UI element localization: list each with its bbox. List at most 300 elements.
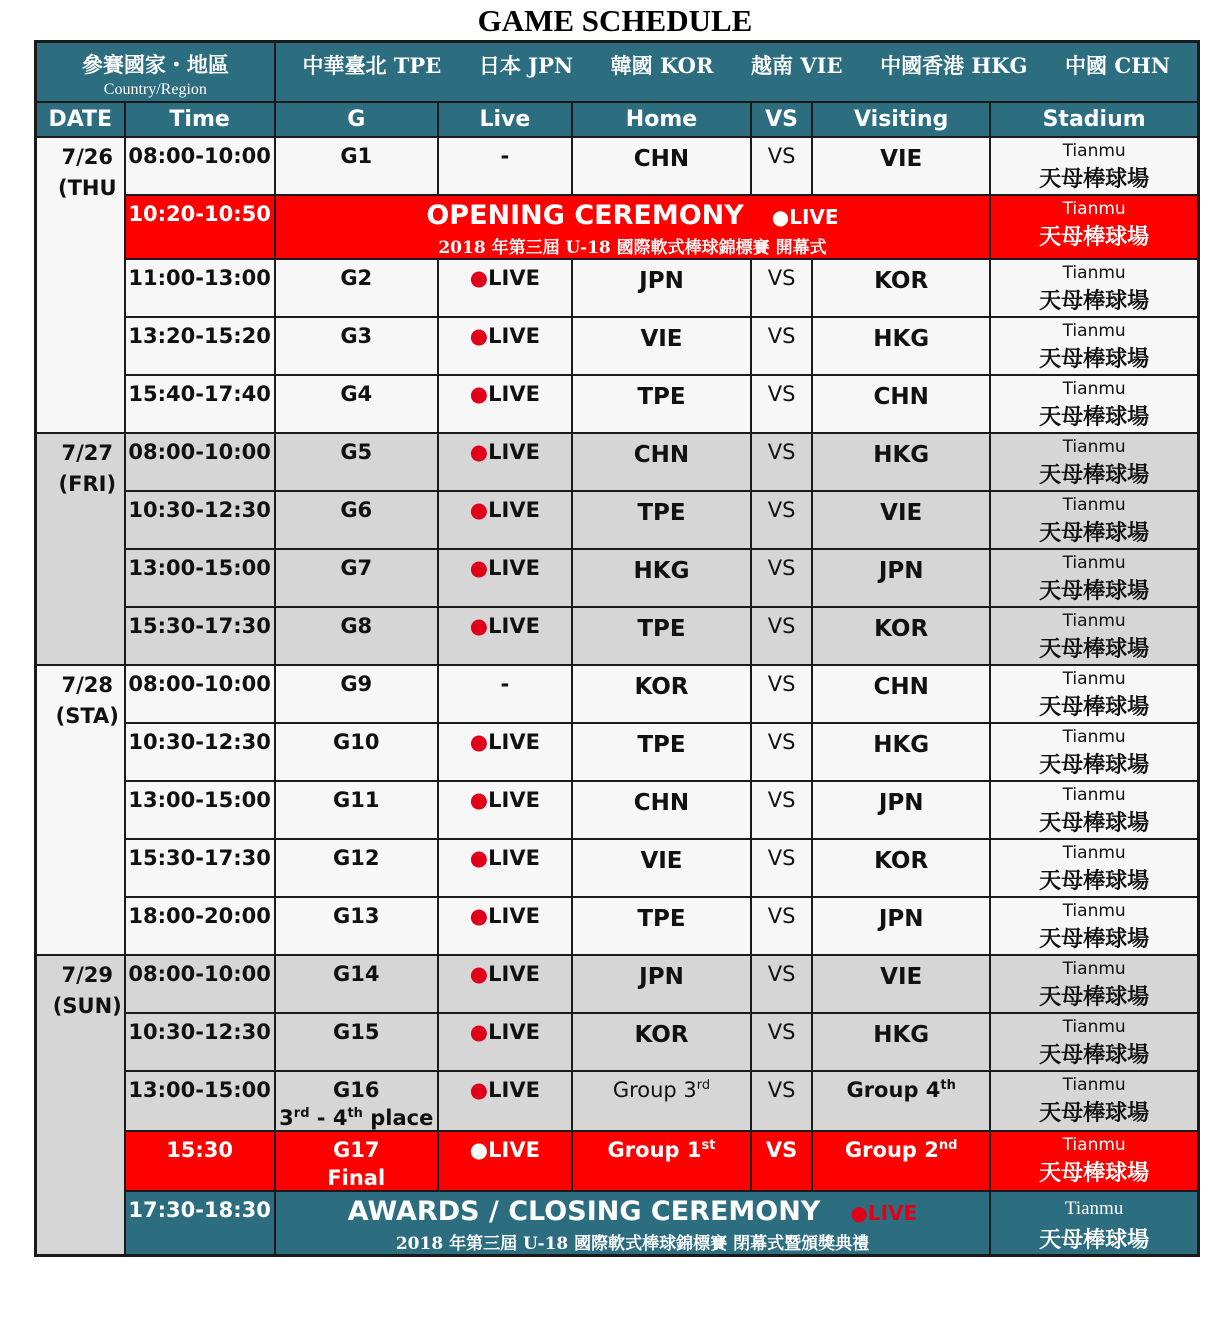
home-team-cell	[572, 897, 751, 955]
placement-note-a: 3	[279, 1106, 294, 1130]
game-id-cell	[275, 375, 438, 433]
stadium-name-zh: 天母棒球場	[1039, 404, 1150, 430]
stadium-name-en: Tianmu	[1062, 437, 1126, 457]
stadium-name-en: Tianmu	[1062, 901, 1126, 921]
game-row	[36, 259, 1199, 317]
game-id-cell	[275, 549, 438, 607]
game-id-cell	[275, 491, 438, 549]
home-team-sup: st	[701, 1138, 716, 1153]
stadium-name-en: Tianmu	[1062, 1135, 1126, 1155]
game-id: G16	[333, 1078, 380, 1102]
country-vie: 越南 VIE	[751, 53, 843, 78]
game-row	[36, 607, 1199, 665]
game-id: G1	[340, 144, 373, 168]
game-id: G10	[333, 730, 380, 754]
game-time: 13:00-15:00	[128, 788, 271, 812]
visiting-team: VIE	[880, 146, 923, 172]
vs-label-cell	[751, 665, 812, 723]
country-list	[276, 50, 1197, 80]
game-time: 15:30-17:30	[128, 846, 271, 870]
home-team-text: Group 3	[612, 1078, 697, 1102]
country-list-cell	[275, 42, 1199, 103]
header-time: Time	[125, 102, 275, 137]
live-status	[439, 1014, 571, 1044]
page-title: GAME SCHEDULE	[477, 3, 753, 38]
game-id-cell	[275, 607, 438, 665]
live-dot-icon: ●	[469, 498, 489, 522]
visiting-team: HKG	[873, 1022, 930, 1048]
country-label-cell	[36, 42, 275, 103]
date-weekday: (STA)	[55, 704, 119, 728]
stadium-cell	[990, 723, 1198, 781]
live-status	[439, 956, 571, 986]
home-team: CHN	[633, 442, 690, 468]
stadium-name-en: Tianmu	[1064, 1198, 1124, 1219]
live-dot-icon: ●	[469, 846, 489, 870]
home-team: TPE	[637, 500, 686, 526]
live-label: LIVE	[488, 730, 540, 754]
stadium-name-zh: 天母棒球場	[1039, 752, 1150, 778]
opening-live-tag	[772, 205, 839, 229]
home-team: CHN	[633, 790, 690, 816]
game-row-final	[36, 1131, 1199, 1191]
home-team: HKG	[633, 558, 690, 584]
live-cell	[438, 723, 572, 781]
visiting-team-cell	[812, 1131, 990, 1191]
live-status	[439, 318, 571, 348]
live-dot-icon: ●	[469, 730, 489, 754]
stadium-cell	[990, 259, 1198, 317]
vs-label: VS	[767, 730, 796, 754]
vs-label: VS	[767, 440, 796, 464]
live-cell	[438, 1013, 572, 1071]
visiting-team: VIE	[880, 964, 923, 990]
vs-label: VS	[767, 266, 796, 290]
stadium-name-zh: 天母棒球場	[1039, 984, 1150, 1010]
visiting-team: KOR	[874, 848, 929, 874]
vs-label-cell	[751, 317, 812, 375]
vs-label: VS	[767, 614, 796, 638]
country-label-zh: 參賽國家・地區	[81, 52, 229, 77]
stadium-name-en: Tianmu	[1062, 199, 1126, 219]
stadium-name-zh: 天母棒球場	[1039, 1042, 1150, 1068]
visiting-team: HKG	[873, 442, 930, 468]
column-header-row	[36, 102, 1199, 137]
visiting-team-sup: nd	[938, 1138, 958, 1153]
date-weekday: (THU	[58, 176, 117, 200]
live-dot-icon: ●	[469, 614, 489, 638]
game-id-cell	[275, 433, 438, 491]
live-status	[439, 840, 571, 870]
stadium-name-zh: 天母棒球場	[1039, 578, 1150, 604]
home-team-cell	[572, 317, 751, 375]
live-label: LIVE	[488, 498, 540, 522]
game-id-cell	[275, 839, 438, 897]
home-team: TPE	[637, 384, 686, 410]
closing-live-tag	[850, 1201, 917, 1225]
country-chn: 中國 CHN	[1065, 53, 1171, 78]
ceremony-time: 10:20-10:50	[128, 202, 271, 226]
visiting-team-cell	[812, 955, 990, 1013]
stadium-name-en: Tianmu	[1062, 611, 1126, 631]
game-id-cell	[275, 259, 438, 317]
live-cell	[438, 665, 572, 723]
game-row	[36, 137, 1199, 195]
live-label: LIVE	[488, 788, 540, 812]
date-weekday: (FRI)	[58, 472, 117, 496]
visiting-team: HKG	[873, 732, 930, 758]
live-label: LIVE	[867, 1201, 918, 1225]
stadium-cell	[990, 665, 1198, 723]
placement-note	[276, 1106, 437, 1130]
live-dot-icon: ●	[469, 324, 489, 348]
vs-label: VS	[765, 1138, 798, 1162]
vs-label: VS	[767, 672, 796, 696]
visiting-team: KOR	[874, 268, 929, 294]
visiting-team	[813, 1072, 989, 1102]
game-time-cell	[125, 1131, 275, 1191]
no-live-label: -	[500, 144, 510, 168]
visiting-team-cell	[812, 665, 990, 723]
game-id-cell	[275, 723, 438, 781]
game-id: G13	[333, 904, 380, 928]
stadium-name-en: Tianmu	[1062, 495, 1126, 515]
game-row-g16	[36, 1071, 1199, 1131]
stadium-cell	[990, 1131, 1198, 1191]
stadium-name-en: Tianmu	[1062, 843, 1126, 863]
game-id: G9	[340, 672, 373, 696]
game-id: G8	[340, 614, 373, 638]
stadium-name-zh: 天母棒球場	[1039, 462, 1150, 488]
live-cell	[438, 897, 572, 955]
home-team: KOR	[634, 1022, 689, 1048]
stadium-cell	[990, 1071, 1198, 1131]
header-vs: VS	[751, 102, 812, 137]
live-status	[439, 492, 571, 522]
game-time: 15:30	[166, 1138, 234, 1162]
closing-ceremony-title-wrap	[276, 1196, 990, 1227]
live-dot-icon: ●	[469, 1138, 489, 1162]
ceremony-time-cell	[125, 195, 275, 259]
stadium-name-en: Tianmu	[1062, 321, 1126, 341]
vs-label: VS	[767, 498, 796, 522]
vs-label-cell	[751, 723, 812, 781]
visiting-team-cell	[812, 549, 990, 607]
game-id: G6	[340, 498, 373, 522]
game-time: 13:00-15:00	[128, 1078, 271, 1102]
live-status	[439, 260, 571, 290]
placement-note-b-sup: th	[347, 1106, 363, 1121]
vs-label-cell	[751, 1071, 812, 1131]
ceremony-time-cell	[125, 1191, 275, 1256]
stadium-name-zh: 天母棒球場	[1039, 166, 1150, 192]
home-team: CHN	[633, 146, 690, 172]
live-status	[439, 434, 571, 464]
game-time: 08:00-10:00	[128, 144, 271, 168]
game-row	[36, 491, 1199, 549]
live-label: LIVE	[488, 556, 540, 580]
visiting-team: JPN	[878, 906, 924, 932]
date-value: 7/29	[61, 963, 114, 987]
stadium-name-en: Tianmu	[1062, 727, 1126, 747]
header-stadium: Stadium	[990, 102, 1198, 137]
game-time: 15:40-17:40	[128, 382, 271, 406]
live-dot-icon: ●	[469, 556, 489, 580]
live-status	[439, 376, 571, 406]
game-time-cell	[125, 491, 275, 549]
live-status	[439, 782, 571, 812]
game-row	[36, 839, 1199, 897]
vs-label-cell	[751, 1131, 812, 1191]
visiting-team-cell	[812, 723, 990, 781]
visiting-team-cell	[812, 317, 990, 375]
country-tpe: 中華臺北 TPE	[302, 53, 442, 78]
stadium-cell	[990, 955, 1198, 1013]
live-cell	[438, 1071, 572, 1131]
game-row	[36, 665, 1199, 723]
closing-ceremony-subtitle: 2018 年第三屆 U-18 國際軟式棒球錦標賽 閉幕式暨頒獎典禮	[395, 1234, 870, 1254]
vs-label: VS	[767, 1020, 796, 1044]
home-team-cell	[572, 665, 751, 723]
live-label: LIVE	[488, 1078, 540, 1102]
game-id: G7	[340, 556, 373, 580]
vs-label: VS	[767, 144, 796, 168]
date-weekday: (SUN)	[52, 994, 122, 1018]
game-id-cell	[275, 1131, 438, 1191]
stadium-name-zh: 天母棒球場	[1039, 810, 1150, 836]
closing-ceremony-row	[36, 1191, 1199, 1256]
vs-label-cell	[751, 137, 812, 195]
opening-ceremony-title-wrap	[276, 200, 990, 231]
game-time-cell	[125, 955, 275, 1013]
game-id-cell	[275, 955, 438, 1013]
game-id-cell	[275, 137, 438, 195]
live-status	[439, 1132, 571, 1162]
stadium-cell	[990, 781, 1198, 839]
home-team: VIE	[640, 326, 683, 352]
game-row	[36, 723, 1199, 781]
live-label: LIVE	[488, 846, 540, 870]
game-row	[36, 317, 1199, 375]
stadium-name-en: Tianmu	[1062, 1075, 1126, 1095]
visiting-team: CHN	[873, 674, 929, 700]
stadium-name-en: Tianmu	[1062, 263, 1126, 283]
vs-label-cell	[751, 781, 812, 839]
stadium-name-en: Tianmu	[1062, 1017, 1126, 1037]
visiting-team-cell	[812, 137, 990, 195]
live-dot-icon: ●	[469, 266, 489, 290]
game-id-cell	[275, 781, 438, 839]
game-id-cell	[275, 317, 438, 375]
game-time-cell	[125, 839, 275, 897]
visiting-team-text: Group 4	[846, 1078, 941, 1102]
placement-note-b: - 4	[309, 1106, 348, 1130]
stadium-cell	[990, 607, 1198, 665]
date-value: 7/27	[61, 441, 114, 465]
stadium-name-zh: 天母棒球場	[1039, 926, 1150, 952]
game-time: 10:30-12:30	[128, 498, 271, 522]
home-team-cell	[572, 1071, 751, 1131]
stadium-name-en: Tianmu	[1062, 959, 1126, 979]
game-id: G14	[333, 962, 380, 986]
live-label: LIVE	[789, 205, 839, 229]
live-cell	[438, 433, 572, 491]
vs-label-cell	[751, 839, 812, 897]
home-team-text: Group 1	[607, 1138, 702, 1162]
home-team-cell	[572, 137, 751, 195]
vs-label: VS	[767, 382, 796, 406]
date-cell	[36, 137, 125, 433]
stadium-name-zh: 天母棒球場	[1039, 636, 1150, 662]
visiting-team-cell	[812, 1013, 990, 1071]
game-row	[36, 433, 1199, 491]
game-id: G3	[340, 324, 373, 348]
stadium-name-zh: 天母棒球場	[1039, 694, 1150, 720]
live-cell	[438, 491, 572, 549]
vs-label-cell	[751, 433, 812, 491]
vs-label-cell	[751, 375, 812, 433]
country-jpn: 日本 JPN	[478, 53, 574, 78]
live-status	[439, 666, 571, 696]
visiting-team-cell	[812, 491, 990, 549]
live-cell	[438, 375, 572, 433]
vs-label-cell	[751, 955, 812, 1013]
stadium-name-en: Tianmu	[1062, 141, 1126, 161]
vs-label: VS	[767, 324, 796, 348]
stadium-name-en: Tianmu	[1062, 785, 1126, 805]
stadium-name-en: Tianmu	[1062, 553, 1126, 573]
vs-label-cell	[751, 1013, 812, 1071]
closing-ceremony-cell	[275, 1191, 991, 1256]
live-cell	[438, 259, 572, 317]
closing-ceremony-title: AWARDS / CLOSING CEREMONY	[347, 1196, 821, 1227]
home-team-cell	[572, 781, 751, 839]
live-cell	[438, 549, 572, 607]
home-team: JPN	[639, 964, 684, 990]
vs-label: VS	[767, 1078, 796, 1102]
date-cell	[36, 665, 125, 955]
ceremony-time: 17:30-18:30	[128, 1198, 271, 1222]
vs-label: VS	[767, 904, 796, 928]
game-row	[36, 1013, 1199, 1071]
visiting-team-cell	[812, 607, 990, 665]
home-team: KOR	[634, 674, 689, 700]
visiting-team: KOR	[874, 616, 929, 642]
visiting-team: HKG	[873, 326, 930, 352]
vs-label: VS	[767, 962, 796, 986]
live-status	[439, 898, 571, 928]
stadium-name-zh: 天母棒球場	[1039, 288, 1150, 314]
date-value: 7/26	[61, 145, 114, 169]
visiting-team-cell	[812, 781, 990, 839]
live-dot-icon: ●	[469, 1078, 489, 1102]
home-team-cell	[572, 1013, 751, 1071]
live-dot-icon: ●	[469, 788, 489, 812]
game-time: 13:00-15:00	[128, 556, 271, 580]
opening-ceremony-cell	[275, 195, 991, 259]
live-dot-icon: ●	[771, 205, 790, 229]
game-time-cell	[125, 433, 275, 491]
live-label: LIVE	[488, 1138, 540, 1162]
visiting-team-cell	[812, 1071, 990, 1131]
game-time: 11:00-13:00	[128, 266, 271, 290]
game-time-cell	[125, 607, 275, 665]
opening-ceremony-row	[36, 195, 1199, 259]
game-time-cell	[125, 375, 275, 433]
live-dot-icon: ●	[850, 1201, 868, 1225]
game-id: G12	[333, 846, 380, 870]
vs-label-cell	[751, 897, 812, 955]
home-team	[573, 1132, 750, 1162]
game-time-cell	[125, 549, 275, 607]
game-time: 13:20-15:20	[128, 324, 271, 348]
visiting-team-cell	[812, 897, 990, 955]
live-cell	[438, 1131, 572, 1191]
stadium-cell	[990, 137, 1198, 195]
game-time-cell	[125, 723, 275, 781]
stadium-cell	[990, 375, 1198, 433]
live-label: LIVE	[488, 382, 540, 406]
home-team-cell	[572, 607, 751, 665]
live-dot-icon: ●	[469, 440, 489, 464]
schedule-table	[34, 40, 1200, 1257]
live-cell	[438, 137, 572, 195]
vs-label: VS	[767, 556, 796, 580]
live-status	[439, 138, 571, 168]
header-game: G	[275, 102, 438, 137]
placement-note-a-sup: rd	[293, 1106, 310, 1121]
opening-ceremony-title: OPENING CEREMONY	[426, 200, 744, 231]
game-row	[36, 549, 1199, 607]
live-cell	[438, 317, 572, 375]
game-time-cell	[125, 1013, 275, 1071]
live-label: LIVE	[488, 962, 540, 986]
stadium-cell	[990, 195, 1198, 259]
stadium-cell	[990, 491, 1198, 549]
visiting-team-text: Group 2	[844, 1138, 939, 1162]
live-dot-icon: ●	[469, 962, 489, 986]
game-id: G17	[333, 1138, 380, 1162]
date-value: 7/28	[61, 673, 114, 697]
live-label: LIVE	[488, 1020, 540, 1044]
visiting-team-cell	[812, 259, 990, 317]
game-time: 10:30-12:30	[128, 1020, 271, 1044]
live-dot-icon: ●	[469, 382, 489, 406]
live-dot-icon: ●	[469, 1020, 489, 1044]
stadium-name-zh: 天母棒球場	[1039, 224, 1150, 250]
live-label: LIVE	[488, 904, 540, 928]
visiting-team-sup: th	[940, 1078, 956, 1093]
final-label: Final	[327, 1166, 386, 1190]
live-status	[439, 724, 571, 754]
live-status	[439, 1072, 571, 1102]
stadium-cell	[990, 317, 1198, 375]
game-time-cell	[125, 781, 275, 839]
visiting-team: JPN	[878, 558, 924, 584]
home-team-cell	[572, 723, 751, 781]
live-label: LIVE	[488, 324, 540, 348]
home-team-cell	[572, 1131, 751, 1191]
game-time: 15:30-17:30	[128, 614, 271, 638]
home-team-cell	[572, 491, 751, 549]
stadium-cell	[990, 433, 1198, 491]
live-cell	[438, 781, 572, 839]
vs-label-cell	[751, 491, 812, 549]
country-row	[36, 42, 1199, 103]
game-id-cell	[275, 1071, 438, 1131]
country-hkg: 中國香港 HKG	[880, 53, 1028, 78]
stadium-cell	[990, 1191, 1198, 1256]
